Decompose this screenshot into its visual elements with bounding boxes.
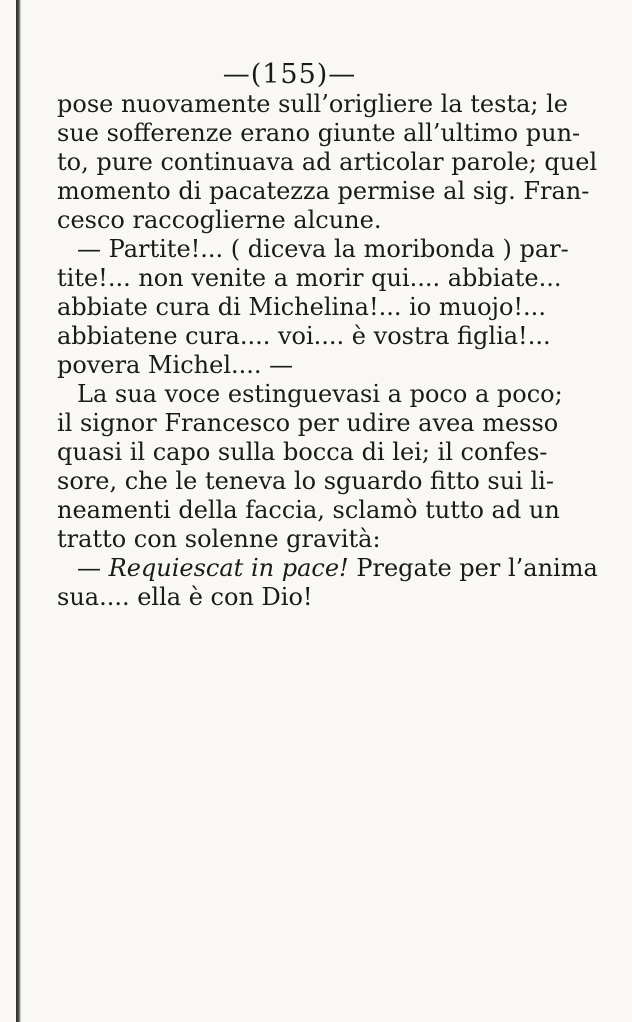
text-line: pose nuovamente sull’origliere la testa; le	[57, 90, 568, 118]
text-line: quasi il capo sulla bocca di lei; il confes-	[57, 438, 548, 466]
text-line: abbiatene cura.... voi.... è vostra figlia!...	[57, 322, 551, 350]
text-line: tite!... non venite a morir qui.... abbiate...	[57, 264, 562, 292]
text-line: sore, che le teneva lo sguardo fitto sui li-	[57, 467, 554, 495]
text-line: sue sofferenze erano giunte all’ultimo pun-	[57, 119, 581, 147]
text-line: neamenti della faccia, sclamò tutto ad un	[57, 496, 560, 524]
text-line: La sua voce estinguevasi a poco a poco;	[77, 380, 563, 408]
text-line: sua.... ella è con Dio!	[57, 583, 313, 611]
text-line: to, pure continuava ad articolar parole; quel	[57, 148, 598, 176]
dash: —	[77, 554, 109, 582]
latin-phrase: Requiescat in pace!	[108, 554, 349, 582]
text-line	[57, 554, 598, 583]
page-text	[57, 59, 598, 612]
text-line: tratto con solenne gravità:	[57, 525, 381, 553]
text-line: cesco raccoglierne alcune.	[57, 206, 382, 234]
text-line: il signor Francesco per udire avea messo	[57, 409, 559, 437]
text-line: — Partite!... ( diceva la moribonda ) par-	[77, 235, 569, 263]
text-line: momento di pacatezza permise al sig. Fran-	[57, 177, 590, 205]
text-line: povera Michel.... —	[57, 351, 294, 379]
page-binding-edge	[16, 0, 21, 1022]
text-line: abbiate cura di Michelina!... io muojo!...	[57, 293, 546, 321]
page-number: —(155)—	[222, 59, 357, 90]
text-fragment: Pregate per l’anima	[348, 554, 598, 582]
